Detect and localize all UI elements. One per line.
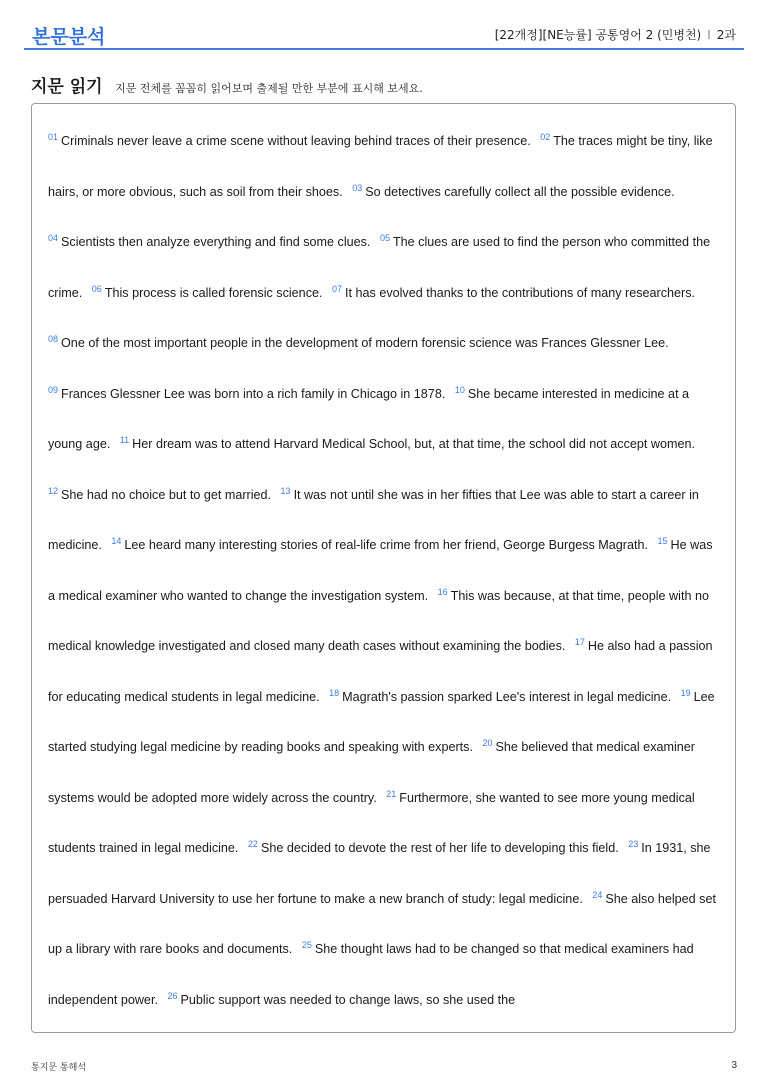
sentence-text: He also had a passion for educating medical students in legal medicine. <box>48 639 713 704</box>
sentence-number: 17 <box>574 637 585 647</box>
sentence <box>329 687 672 704</box>
passage-box <box>31 103 736 1033</box>
sentence-text: Her dream was to attend Harvard Medical School, but, at that time, the school did not accept women. <box>132 437 695 451</box>
section-title: 지문 읽기 <box>31 77 103 97</box>
sentence-number: 22 <box>247 839 258 849</box>
sentence-text: She also helped set up a library with rare books and documents. <box>48 891 716 956</box>
sentence-number: 18 <box>329 687 340 698</box>
header-divider <box>24 48 744 50</box>
sentence-number: 14 <box>111 536 122 546</box>
sentence-text: One of the most important people in the development of modern forensic science was Frances Glessner Lee. <box>61 336 669 350</box>
passage-text <box>48 114 721 1023</box>
sentence-number: 06 <box>91 283 102 294</box>
page-number: 3 <box>731 1060 737 1071</box>
course-title: [22개정][NE능률] 공통영어 2 (민병천) <box>494 28 702 42</box>
sentence-number: 24 <box>592 889 603 900</box>
section-heading <box>31 72 423 97</box>
sentence-text: The clues are used to find the person who committed the crime. <box>48 235 711 300</box>
sentence-number: 21 <box>386 788 397 799</box>
sentence-number: 12 <box>48 485 59 496</box>
sentence-number: 19 <box>680 687 691 698</box>
course-info <box>495 26 736 43</box>
brand-title: 본문분석 <box>32 26 106 48</box>
sentence-number: 16 <box>437 586 448 597</box>
lesson-label: 2과 <box>716 28 736 42</box>
sentence-text: She thought laws had to be changed so that medical examiners had independent power. <box>48 942 694 1007</box>
sentence-number: 15 <box>657 536 668 546</box>
sentence-text: Lee heard many interesting stories of real-life crime from her friend, George Burgess Magrath. <box>124 538 648 552</box>
sentence <box>167 990 516 1007</box>
sentence <box>48 134 531 148</box>
sentence-text: Magrath's passion sparked Lee's interest in legal medicine. <box>342 689 672 704</box>
sentence-number: 05 <box>379 233 390 243</box>
sentence-text: Scientists then analyze everything and find some clues. <box>61 235 371 249</box>
page-header <box>24 18 744 50</box>
sentence <box>332 283 696 300</box>
sentence-number: 23 <box>628 839 639 849</box>
sentence-text: Lee started studying legal medicine by reading books and speaking with experts. <box>48 689 715 754</box>
sentence-number: 09 <box>48 384 59 395</box>
sentence <box>48 336 669 350</box>
sentence-text: Furthermore, she wanted to see more young medical students trained in legal medicine. <box>48 790 695 855</box>
sentence-number: 08 <box>48 334 59 344</box>
sentence-number: 20 <box>482 738 493 748</box>
sentence-number: 04 <box>48 233 59 243</box>
sentence-text: She had no choice but to get married. <box>61 487 272 502</box>
sentence <box>248 841 619 855</box>
sentence-text: Criminals never leave a crime scene without leaving behind traces of their presence. <box>61 134 531 148</box>
sentence-number: 03 <box>352 182 363 193</box>
sentence <box>91 283 323 300</box>
sentence-text: She became interested in medicine at a young age. <box>48 386 690 451</box>
sentence-number: 13 <box>280 485 291 496</box>
sentence <box>120 437 695 451</box>
sentence <box>48 235 370 249</box>
section-instruction: 지문 전체를 꼼꼼히 읽어보며 출제될 만한 부분에 표시해 보세요. <box>115 82 423 95</box>
sentence <box>352 182 675 199</box>
sentence-number: 25 <box>301 940 312 950</box>
sentence-number: 26 <box>167 990 178 1001</box>
sentence-number: 10 <box>454 384 465 395</box>
sentence-number: 02 <box>540 132 551 142</box>
separator: I <box>707 28 711 42</box>
sentence-text: In 1931, she persuaded Harvard University to use her fortune to make a new branch of study: legal medicine. <box>48 841 711 906</box>
sentence-text: She believed that medical examiner systems would be adopted more widely across the country. <box>48 740 695 805</box>
sentence-number: 11 <box>119 435 130 445</box>
sentence <box>111 538 648 552</box>
sentence-text: Frances Glessner Lee was born into a rich family in Chicago in 1878. <box>61 386 446 401</box>
sentence-text: Public support was needed to change laws, so she used the <box>180 992 516 1007</box>
sentence <box>48 384 446 401</box>
footer-label: 통지문 통해석 <box>31 1063 87 1073</box>
sentence-text: He was a medical examiner who wanted to change the investigation system. <box>48 538 713 603</box>
sentence-text: She decided to devote the rest of her life to developing this field. <box>260 841 619 855</box>
sentence-text: This was because, at that time, people with no medical knowledge investigated and closed many death cases without examining the bodies. <box>48 588 709 653</box>
sentence-text: This process is called forensic science. <box>104 285 323 300</box>
sentence <box>48 485 272 502</box>
sentence-text: The traces might be tiny, like hairs, or more obvious, such as soil from their shoes. <box>48 134 713 199</box>
sentence-text: It was not until she was in her fifties that Lee was able to start a career in medicine. <box>48 487 699 552</box>
sentence-text: So detectives carefully collect all the possible evidence. <box>365 184 675 199</box>
sentence-text: It has evolved thanks to the contributions of many researchers. <box>345 285 696 300</box>
sentence-number: 01 <box>48 132 59 142</box>
sentence-number: 07 <box>332 283 343 294</box>
